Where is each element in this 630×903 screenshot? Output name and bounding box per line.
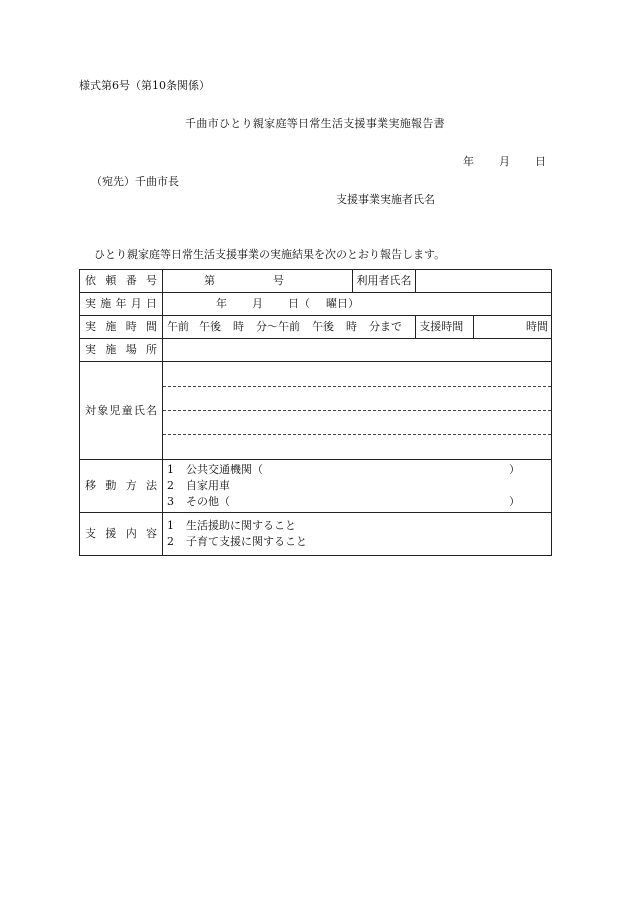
- time-hour1: 時: [233, 320, 245, 333]
- support-option[interactable]: 1 生活援助に関すること: [167, 519, 297, 532]
- child-name-line[interactable]: [163, 363, 551, 386]
- user-name-field[interactable]: [416, 270, 552, 293]
- time-am1: 午前: [167, 320, 190, 333]
- date-row-label: 実施年月日: [80, 293, 163, 316]
- implementer-name-label: 支援事業実施者氏名: [336, 193, 435, 206]
- transport-option[interactable]: 1 公共交通機関（ ）: [167, 463, 521, 476]
- date-row-day: 日（: [288, 297, 311, 310]
- place-row-field[interactable]: [163, 339, 552, 362]
- support-time-field[interactable]: [473, 316, 551, 339]
- support-option[interactable]: 2 子育て支援に関すること: [167, 535, 308, 548]
- request-number-field[interactable]: [163, 270, 353, 293]
- date-row-weekday: 曜日）: [326, 297, 360, 310]
- time-row: [80, 316, 552, 339]
- time-row-label: 実施時間: [80, 316, 163, 339]
- children-row-field[interactable]: [163, 362, 552, 460]
- request-number-row: [80, 270, 552, 293]
- date-row-field[interactable]: [163, 293, 552, 316]
- child-name-line[interactable]: [163, 410, 551, 434]
- date-row-month: 月: [252, 297, 264, 310]
- user-name-label: 利用者氏名: [353, 270, 416, 293]
- time-hour2: 時: [346, 320, 358, 333]
- support-row: [80, 513, 552, 556]
- time-pm2: 午後: [312, 320, 335, 333]
- request-number-label: 依頼番号: [80, 270, 163, 293]
- addressee: （宛先）千曲市長: [91, 175, 179, 188]
- support-time-label: 支援時間: [416, 316, 474, 339]
- child-name-line[interactable]: [163, 386, 551, 410]
- children-row: [80, 362, 552, 460]
- date-day-label: 日: [535, 155, 546, 168]
- support-row-field: [163, 513, 552, 556]
- transport-row: [80, 460, 552, 513]
- time-minute2: 分まで: [369, 320, 403, 333]
- transport-row-label: 移動方法: [80, 460, 163, 513]
- intro-text: ひとり親家庭等日常生活支援事業の実施結果を次のとおり報告します。: [94, 248, 446, 261]
- transport-option[interactable]: 3 その他（ ）: [167, 495, 521, 508]
- time-pm1: 午後: [199, 320, 222, 333]
- form-number: 様式第6号（第10条関係）: [79, 79, 210, 92]
- support-row-label: 支援内容: [80, 513, 163, 556]
- request-number-prefix: 第: [204, 274, 216, 287]
- children-row-label: 対象児童氏名: [80, 362, 163, 460]
- date-month-label: 月: [499, 155, 510, 168]
- child-name-line[interactable]: [163, 434, 551, 458]
- request-number-suffix: 号: [273, 274, 285, 287]
- date-row-year: 年: [216, 297, 228, 310]
- report-table: [79, 269, 552, 556]
- time-row-field[interactable]: [163, 316, 416, 339]
- time-minute1: 分〜午前: [256, 320, 301, 333]
- place-row: [80, 339, 552, 362]
- transport-row-field: [163, 460, 552, 513]
- document-title: 千曲市ひとり親家庭等日常生活支援事業実施報告書: [185, 117, 445, 130]
- date-row: [80, 293, 552, 316]
- support-time-unit: 時間: [526, 320, 548, 333]
- transport-option[interactable]: 2 自家用車: [167, 479, 231, 492]
- place-row-label: 実施場所: [80, 339, 163, 362]
- date-year-label: 年: [463, 155, 474, 168]
